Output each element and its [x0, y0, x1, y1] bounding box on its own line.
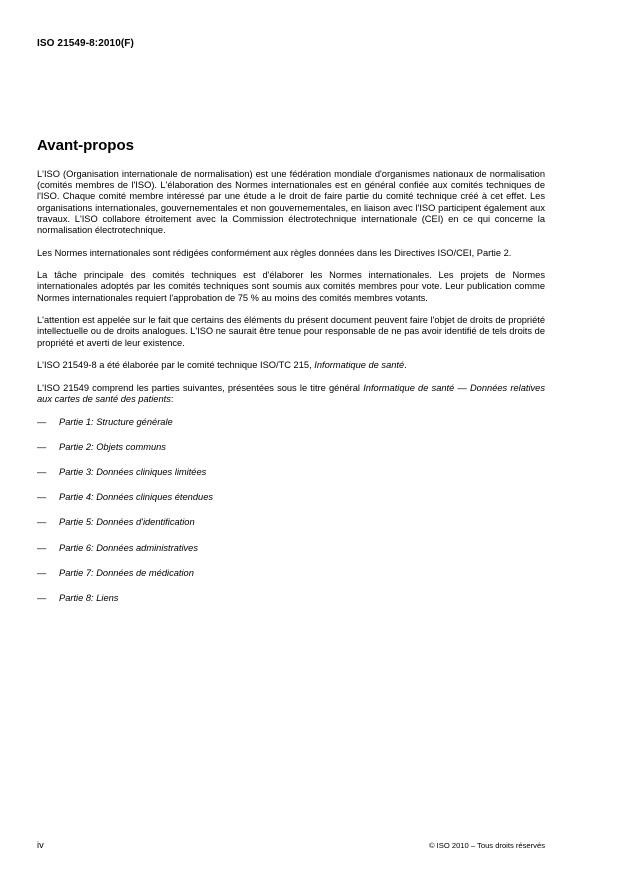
dash-bullet: —: [37, 467, 47, 477]
list-item: [37, 417, 545, 428]
part-label: Partie 3: Données cliniques limitées: [59, 467, 207, 477]
parts-intro-text: L'ISO 21549 comprend les parties suivantes, présentées sous le titre général: [37, 382, 364, 393]
list-item: [37, 593, 545, 604]
part-label: Partie 1: Structure générale: [59, 416, 173, 427]
document-body: [37, 169, 545, 618]
dash-bullet: —: [37, 441, 47, 452]
parts-intro-end: :: [170, 394, 174, 404]
dash-bullet: —: [37, 416, 47, 427]
paragraph-technical-committees: La tâche principale des comités techniques est d'élaborer les Normes internationales. Les projets de Normes internationales adoptés par les comités techniques sont soumis aux comités membres pour vote. Leur publication comme Normes internationales requiert l'approbation de 75 % au moins des comités membres votants.: [37, 270, 545, 303]
general-title: Informatique de santé — Données relatives aux cartes de santé des patients: [37, 382, 545, 404]
dash-bullet: —: [37, 492, 47, 503]
part-label: Partie 5: Données d'identification: [59, 517, 195, 528]
list-item: [37, 517, 545, 528]
dash-bullet: —: [37, 567, 47, 578]
paragraph-parts-intro: [37, 383, 545, 405]
part-label: Partie 6: Données administratives: [59, 542, 199, 553]
list-item: [37, 543, 545, 554]
dash-bullet: —: [37, 542, 47, 553]
list-item: [37, 568, 545, 579]
part-label: Partie 7: Données de médication: [59, 567, 194, 578]
section-title: Avant-propos: [37, 137, 134, 154]
part-label: Partie 2: Objets communs: [59, 441, 166, 452]
document-reference: ISO 21549-8:2010(F): [37, 38, 134, 49]
list-item: [37, 492, 545, 503]
paragraph-prepared-by: [37, 360, 545, 371]
prepared-by-text: L'ISO 21549-8 a été élaborée par le comité technique ISO/TC 215,: [37, 360, 315, 371]
parts-list: [37, 417, 545, 605]
committee-title: Informatique de santé: [314, 360, 405, 371]
dash-bullet: —: [37, 517, 47, 528]
list-item: [37, 467, 545, 478]
paragraph-iso-organisation: L'ISO (Organisation internationale de normalisation) est une fédération mondiale d'organismes nationaux de normalisation (comités membres de l'ISO). L'élaboration des Normes internationales est en général confiée aux comités techniques de l'ISO. Chaque comité membre intéressé par une étude a le droit de faire partie du comité technique créé à cet effet. Les organisations internationales, gouvernementales et non gouvernementales, en liaison avec l'ISO participent également aux travaux. L'ISO collabore étroitement avec la Commission électrotechnique internationale (CEI) en ce qui concerne la normalisation électrotechnique.: [37, 169, 545, 236]
part-label: Partie 4: Données cliniques étendues: [59, 492, 214, 503]
copyright-notice: © ISO 2010 – Tous droits réservés: [428, 841, 545, 850]
list-item: [37, 442, 545, 453]
paragraph-patent-rights: L'attention est appelée sur le fait que certains des éléments du présent document peuvent faire l'objet de droits de propriété intellectuelle ou de droits analogues. L'ISO ne saurait être tenue pour responsable de ne pas avoir identifié de tels droits de propriété et averti de leur existence.: [37, 315, 545, 348]
dash-bullet: —: [37, 593, 47, 604]
prepared-by-end: .: [404, 360, 407, 371]
page-number: iv: [37, 840, 44, 850]
paragraph-directives: Les Normes internationales sont rédigées conformément aux règles données dans les Directives ISO/CEI, Partie 2.: [37, 247, 512, 258]
part-label: Partie 8: Liens: [59, 593, 119, 604]
